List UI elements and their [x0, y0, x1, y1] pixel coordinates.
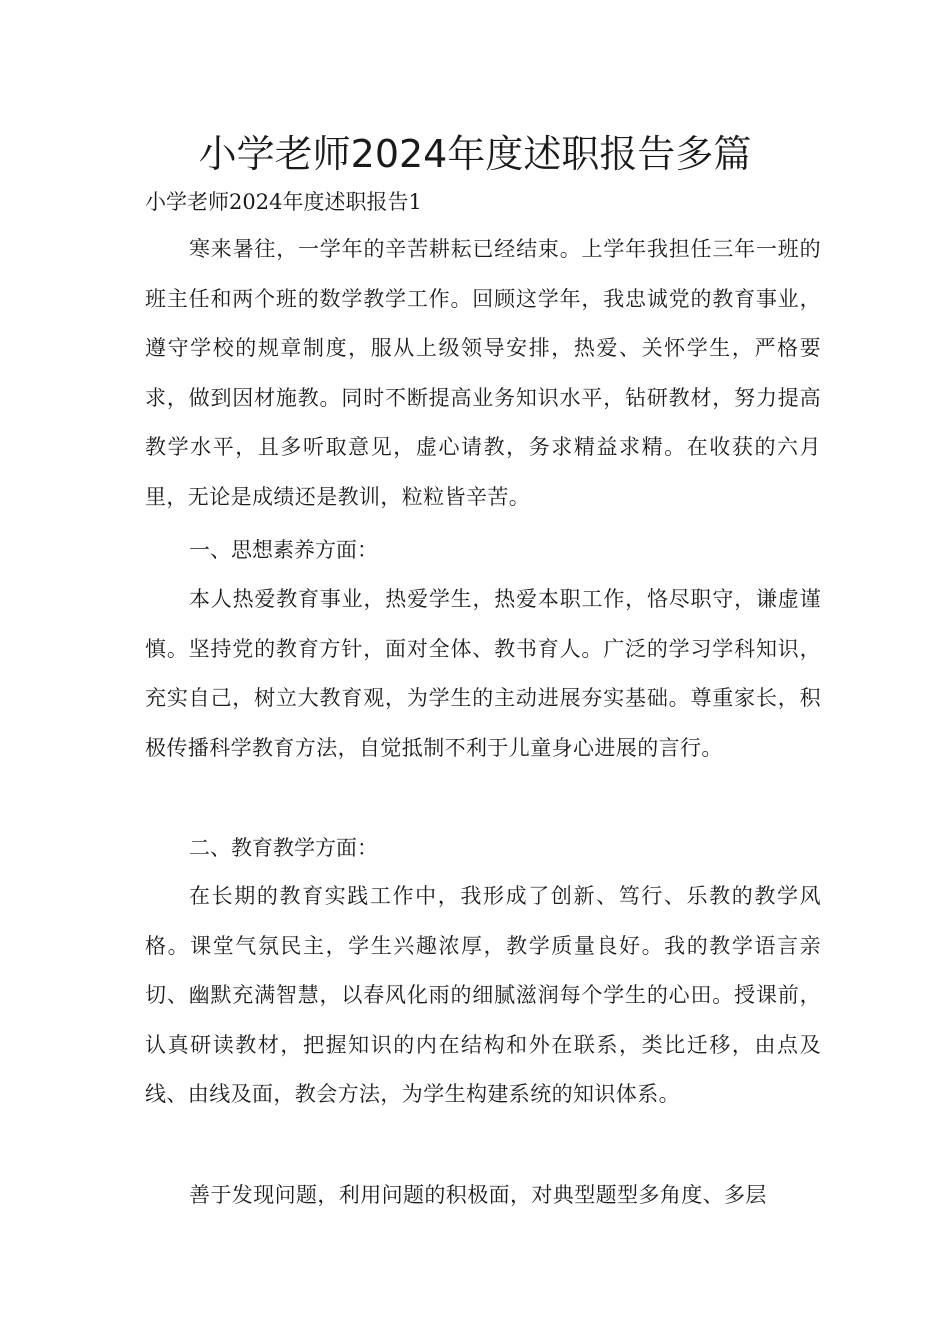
paragraph-intro: 寒来暑往，一学年的辛苦耕耘已经结束。上学年我担任三年一班的班主任和两个班的数学教学工作。回顾这学年，我忠诚党的教育事业，遵守学校的规章制度，服从上级领导安排，热爱、关怀学生，严格要求，做到因材施教。同时不断提高业务知识水平，钻研教材，努力提高教学水平，且多听取意见，虚心请教，务求精益求精。在收获的六月里，无论是成绩还是教训，粒粒皆辛苦。 — [145, 237, 821, 509]
paragraph-ideology: 本人热爱教育事业，热爱学生，热爱本职工作，恪尽职守，谦虚谨慎。坚持党的教育方针，面对全体、教书育人。广泛的学习学科知识，充实自己，树立大教育观，为学生的主动进展夯实基础。尊重家长，积极传播科学教育方法，自觉抵制不利于儿童身心进展的言行。 — [145, 587, 821, 760]
document-subtitle: 小学老师2024年度述职报告1 — [145, 190, 422, 214]
section-heading-ideology: 一、思想素养方面： — [189, 538, 378, 562]
paragraph-teaching: 在长期的教育实践工作中，我形成了创新、笃行、乐教的教学风格。课堂气氛民主，学生兴趣浓厚，教学质量良好。我的教学语言亲切、幽默充满智慧，以春风化雨的细腻滋润每个学生的心田。授课前，认真研读教材，把握知识的内在结构和外在联系，类比迁移，由点及线、由线及面，教会方法，为学生构建系统的知识体系。 — [145, 884, 821, 1106]
section-heading-teaching: 二、教育教学方面： — [189, 836, 378, 860]
document-title: 小学老师2024年度述职报告多篇 — [198, 132, 752, 176]
paragraph-problem-solving: 善于发现问题，利用问题的积极面，对典型题型多角度、多层 — [189, 1183, 767, 1207]
